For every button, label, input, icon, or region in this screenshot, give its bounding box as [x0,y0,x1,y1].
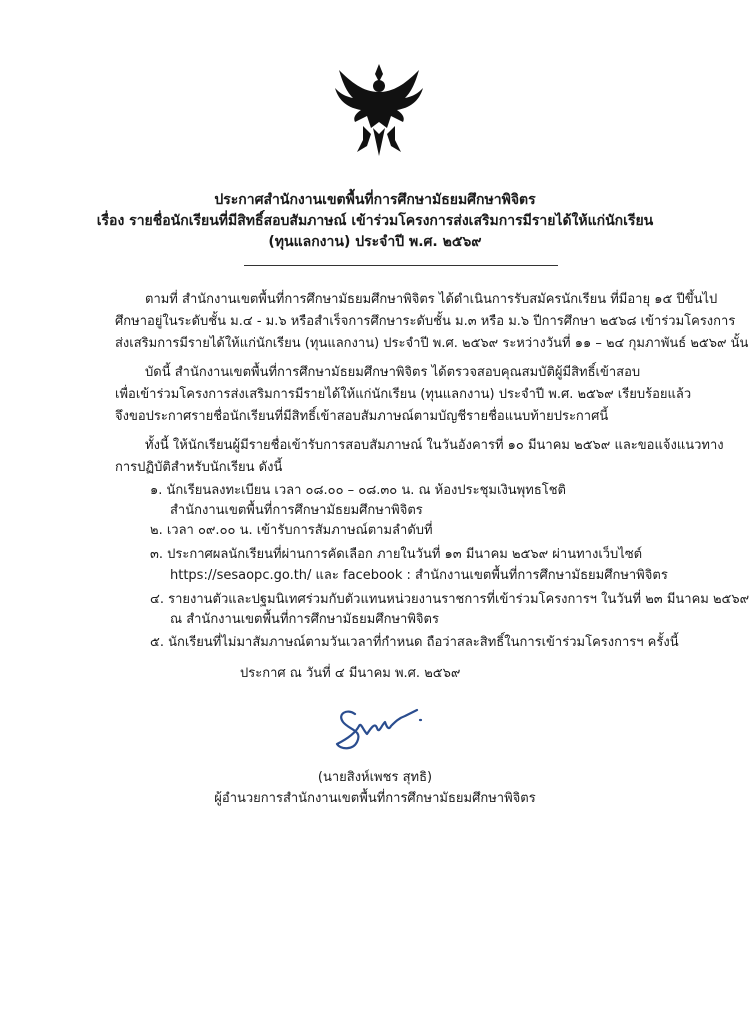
paragraph-3-line-2: การปฏิบัติสำหรับนักเรียน ดังนี้ [115,460,283,475]
item-3-cont: https://sesaopc.go.th/ และ facebook : สำนักงานเขตพื้นที่การศึกษามัธยมศึกษาพิจิตร [170,568,668,583]
subject-line: เรื่อง รายชื่อนักเรียนที่มีสิทธิ์สอบสัมภาษณ์ เข้าร่วมโครงการส่งเสริมการมีรายได้ให้แก่นักเรียน [96,213,654,229]
item-3: ๓. ประกาศผลนักเรียนที่ผ่านการคัดเลือก ภายในวันที่ ๑๓ มีนาคม ๒๕๖๙ ผ่านทางเว็บไซต์ [150,547,643,562]
paragraph-3-line-1: ทั้งนี้ ให้นักเรียนผู้มีรายชื่อเข้ารับการสอบสัมภาษณ์ ในวันอังคารที่ ๑๐ มีนาคม ๒๕๖๙ และขอแจ้งแนวทาง [145,438,724,453]
paragraph-1-line-1: ตามที่ สำนักงานเขตพื้นที่การศึกษามัธยมศึกษาพิจิตร ได้ดำเนินการรับสมัครนักเรียน ที่มีอายุ ๑๕ ปีขึ้นไป [145,292,718,307]
item-2: ๒. เวลา ๐๙.๐๐ น. เข้ารับการสัมภาษณ์ตามลำดับที่ [150,523,433,538]
paragraph-2-line-1: บัดนี้ สำนักงานเขตพื้นที่การศึกษามัธยมศึกษาพิจิตร ได้ตรวจสอบคุณสมบัติผู้มีสิทธิ์เข้าสอบ [145,365,641,380]
announcement-date: ประกาศ ณ วันที่ ๔ มีนาคม พ.ศ. ๒๕๖๙ [240,666,461,681]
subject-line-cont: (ทุนแลกงาน) ประจำปี พ.ศ. ๒๕๖๙ [268,234,482,250]
signatory-title: ผู้อำนวยการสำนักงานเขตพื้นที่การศึกษามัธยมศึกษาพิจิตร [214,791,536,806]
header-divider [244,265,558,266]
garuda-emblem-icon [333,62,425,158]
item-5: ๕. นักเรียนที่ไม่มาสัมภาษณ์ตามวันเวลาที่กำหนด ถือว่าสละสิทธิ์ในการเข้าร่วมโครงการฯ ครั้งนี้ [150,635,679,650]
paragraph-2-line-3: จึงขอประกาศรายชื่อนักเรียนที่มีสิทธิ์เข้าสอบสัมภาษณ์ตามบัญชีรายชื่อแนบท้ายประกาศนี้ [115,409,609,424]
paragraph-1-line-3: ส่งเสริมการมีรายได้ให้แก่นักเรียน (ทุนแลกงาน) ประจำปี พ.ศ. ๒๕๖๙ ระหว่างวันที่ ๑๑ – ๒๔ กุมภาพันธ์ ๒๕๖๙ นั้น [115,336,749,351]
announcement-heading: ประกาศสำนักงานเขตพื้นที่การศึกษามัธยมศึกษาพิจิตร [214,192,536,208]
item-1-cont: สำนักงานเขตพื้นที่การศึกษามัธยมศึกษาพิจิตร [170,503,423,518]
item-1: ๑. นักเรียนลงทะเบียน เวลา ๐๘.๐๐ – ๐๘.๓๐ น. ณ ห้องประชุมเงินพุทธโชติ [150,483,566,498]
item-4: ๔. รายงานตัวและปฐมนิเทศร่วมกับตัวแทนหน่วยงานราชการที่เข้าร่วมโครงการฯ ในวันที่ ๒๓ มีนาคม ๒๕๖๙ [150,592,750,607]
paragraph-1-line-2: ศึกษาอยู่ในระดับชั้น ม.๔ - ม.๖ หรือสำเร็จการศึกษาระดับชั้น ม.๓ หรือ ม.๖ ปีการศึกษา ๒๕๖๘ เข้าร่วมโครงการ [115,314,736,329]
signatory-name: (นายสิงห์เพชร สุทธิ) [317,770,433,785]
paragraph-2-line-2: เพื่อเข้าร่วมโครงการส่งเสริมการมีรายได้ให้แก่นักเรียน (ทุนแลกงาน) ประจำปี พ.ศ. ๒๕๖๙ เรียบร้อยแล้ว [115,387,692,402]
signature-icon [325,700,445,760]
item-4-cont: ณ สำนักงานเขตพื้นที่การศึกษามัธยมศึกษาพิจิตร [170,612,439,627]
